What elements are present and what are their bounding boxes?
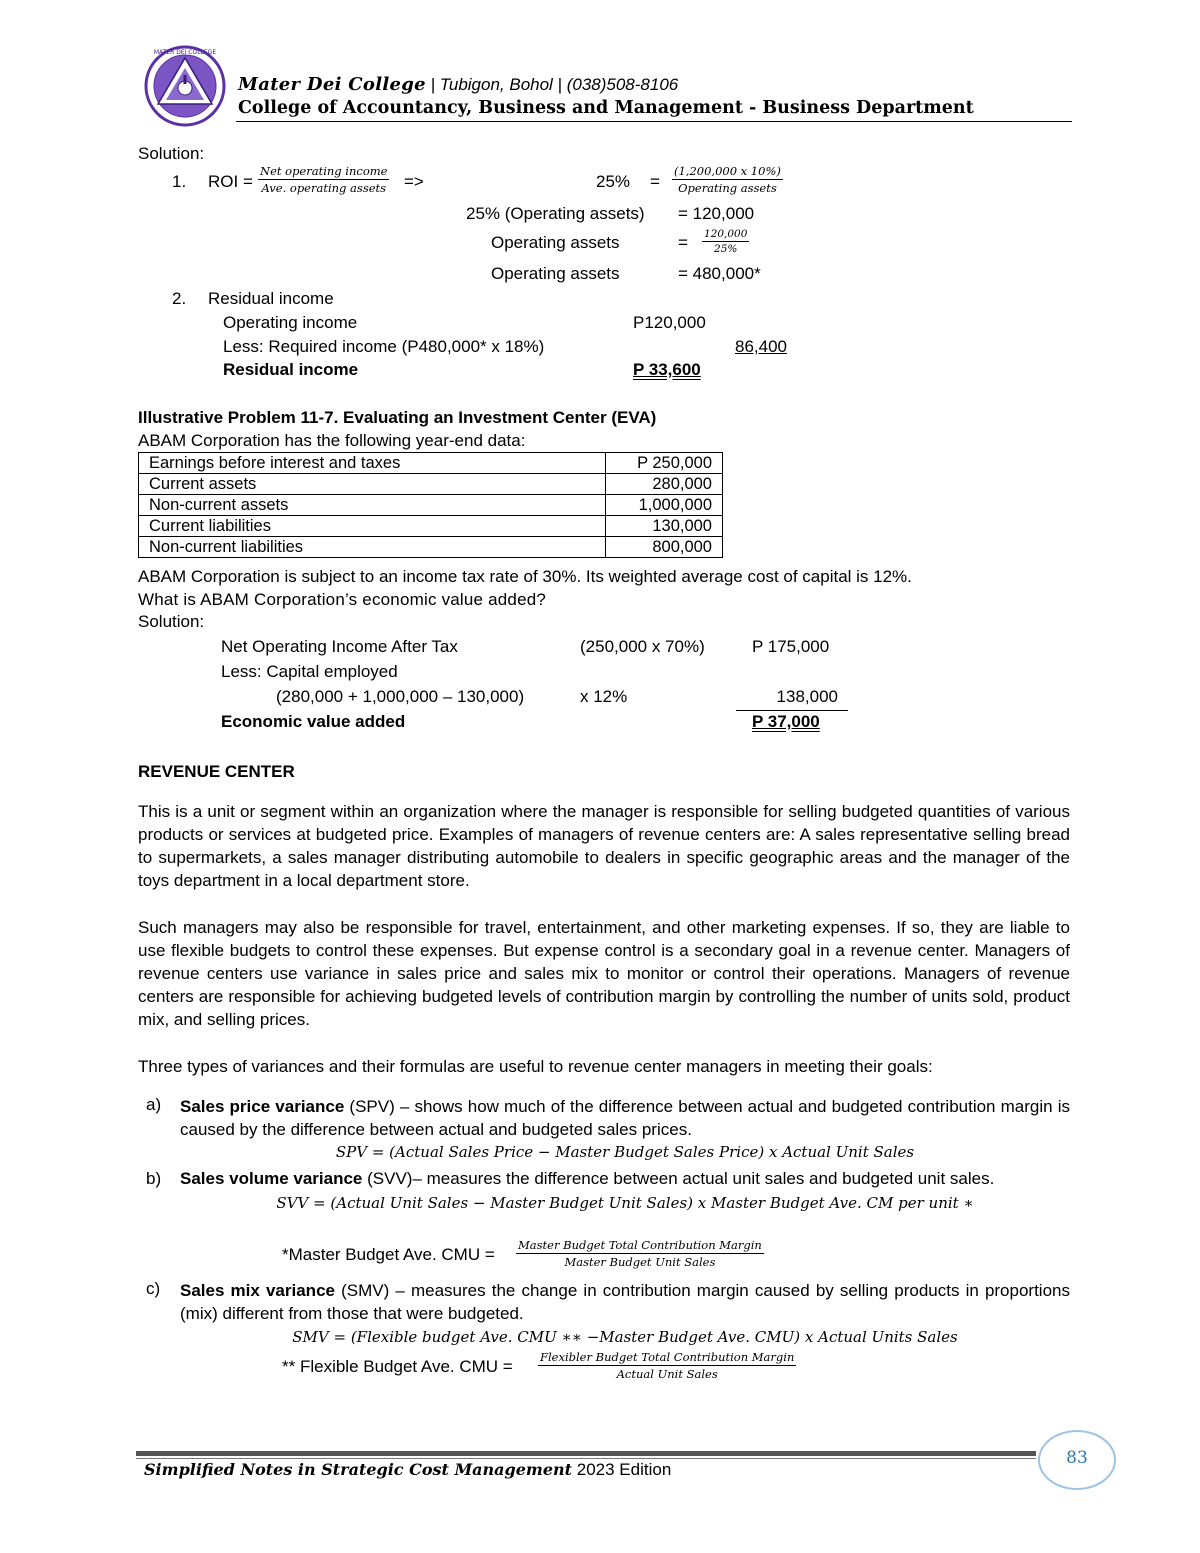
item-c-body: (SMV) – measures the change in contribution margin caused by selling products in proportions (mix) different from those that were budgeted.	[180, 1281, 1070, 1323]
table-row	[139, 516, 723, 537]
footer-edition: 2023 Edition	[572, 1460, 672, 1479]
item-b-body: (SVV)– measures the difference between actual unit sales and budgeted unit sales.	[362, 1169, 995, 1188]
problem-intro: ABAM Corporation has the following year-end data:	[138, 431, 526, 450]
roi-fraction	[258, 164, 389, 195]
problem-title: Illustrative Problem 11-7. Evaluating an Investment Center (EVA)	[138, 408, 657, 427]
header-line-1	[238, 74, 678, 95]
item-b-text	[180, 1169, 994, 1189]
department-title: College of Accountancy, Business and Management - Business Department	[238, 98, 974, 118]
line3-left: Operating assets	[491, 233, 620, 252]
solution2-label: Solution:	[138, 612, 205, 631]
footer-rule	[136, 1451, 1036, 1456]
item-c-text	[180, 1279, 1070, 1325]
question: What is ABAM Corporation’s economic value added?	[138, 590, 547, 609]
year-end-data-table	[138, 452, 723, 558]
revenue-heading: REVENUE CENTER	[138, 762, 295, 781]
item-1-number: 1.	[172, 172, 187, 191]
roi-arrow: =>	[404, 172, 424, 191]
rhs-denominator: Operating assets	[678, 181, 777, 195]
page-number: 83	[1066, 1448, 1088, 1468]
noiat-value: P 175,000	[752, 637, 830, 656]
tax-text: ABAM Corporation is subject to an income tax rate of 30%. Its weighted average cost of capital is 12%.	[138, 567, 912, 586]
op-income-value: P120,000	[633, 313, 706, 332]
svv-note-denominator: Master Budget Unit Sales	[564, 1255, 716, 1269]
svv-formula: SVV = (Actual Unit Sales − Master Budget Unit Sales) x Master Budget Ave. CM per unit ∗	[276, 1194, 974, 1212]
eva-label: Economic value added	[221, 712, 406, 731]
revenue-para-1: This is a unit or segment within an organization where the manager is responsible for selling budgeted quantities of various products or services at budgeted price. Examples of managers of revenue centers are: A sales representative selling bread to supermarkets, a sales manager distributing automobile to dealers in specific geographic areas and the manager of the toys department in a local department store.	[138, 802, 1070, 890]
line4-left: Operating assets	[491, 264, 620, 283]
smv-note-numerator: Flexibler Budget Total Contribution Margin	[540, 1350, 795, 1364]
line3-denominator: 25%	[714, 243, 738, 255]
table-cell-label: Non-current assets	[139, 495, 606, 516]
revenue-para-3: Three types of variances and their formulas are useful to revenue center managers in meeting their goals:	[138, 1057, 933, 1076]
capital-calc: (280,000 + 1,000,000 – 130,000)	[276, 687, 525, 706]
line4-right: = 480,000*	[678, 264, 761, 283]
table-cell-label: Current liabilities	[139, 516, 606, 537]
table-cell-label: Earnings before interest and taxes	[139, 453, 606, 474]
capital-rate: x 12%	[580, 687, 628, 706]
line3-eq: =	[678, 233, 688, 252]
capital-value: 138,000	[776, 687, 838, 706]
footer-rule-thin	[136, 1458, 1036, 1459]
smv-note-fraction	[538, 1350, 796, 1381]
item-c-marker: c)	[146, 1279, 161, 1298]
roi-pct: 25%	[596, 172, 631, 191]
required-income-label: Less: Required income (P480,000* x 18%)	[223, 337, 545, 356]
capital-label: Less: Capital employed	[221, 662, 398, 681]
roi-numerator: Net operating income	[260, 164, 388, 178]
solution-label: Solution:	[138, 144, 205, 163]
roi-eq: =	[650, 172, 660, 191]
smv-formula: SMV = (Flexible budget Ave. CMU ∗∗ −Master Budget Ave. CMU) x Actual Units Sales	[292, 1328, 958, 1346]
college-address: | Tubigon, Bohol | (038)508-8106	[425, 75, 679, 94]
college-name: Mater Dei College	[238, 74, 426, 95]
smv-note-label: ** Flexible Budget Ave. CMU =	[282, 1357, 513, 1376]
eva-value: P 37,000	[752, 712, 820, 731]
item-b-bold: Sales volume variance	[180, 1169, 363, 1188]
header-rule	[236, 121, 1072, 122]
residual-income-value: P 33,600	[633, 360, 701, 379]
logo-text: MATER DEI COLLEGE	[153, 49, 217, 56]
line2-right: = 120,000	[678, 204, 755, 223]
item-c-bold: Sales mix variance	[180, 1281, 335, 1300]
table-row	[139, 453, 723, 474]
roi-denominator: Ave. operating assets	[261, 181, 387, 195]
svv-note-numerator: Master Budget Total Contribution Margin	[518, 1238, 762, 1252]
table-cell-label: Non-current liabilities	[139, 537, 606, 558]
roi-label: ROI =	[208, 172, 253, 191]
college-logo	[144, 44, 226, 128]
line3-fraction	[702, 228, 749, 255]
table-cell-value: 1,000,000	[606, 495, 723, 516]
item-a-marker: a)	[146, 1095, 162, 1114]
item-a-body: (SPV) – shows how much of the difference between actual and budgeted contribution margin is caused by the difference between actual and budgeted sales prices.	[180, 1097, 1070, 1139]
line3-numerator: 120,000	[704, 228, 748, 240]
rhs-numerator: (1,200,000 x 10%)	[674, 164, 781, 178]
item-b-marker: b)	[146, 1169, 162, 1188]
table-row	[139, 474, 723, 495]
svv-note-label: *Master Budget Ave. CMU =	[282, 1245, 495, 1264]
noiat-calc: (250,000 x 70%)	[580, 637, 705, 656]
residual-income-label: Residual income	[223, 360, 359, 379]
item-a-bold: Sales price variance	[180, 1097, 345, 1116]
table-cell-label: Current assets	[139, 474, 606, 495]
footer-text	[144, 1460, 671, 1480]
rhs-fraction	[672, 164, 783, 195]
table-cell-value: 130,000	[606, 516, 723, 537]
footer-title: Simplified Notes in Strategic Cost Management	[144, 1460, 573, 1479]
item-2-label: Residual income	[208, 289, 334, 308]
table-cell-value: 800,000	[606, 537, 723, 558]
table-cell-value: 280,000	[606, 474, 723, 495]
page-number-badge	[1038, 1430, 1116, 1490]
eva-rule	[736, 710, 848, 711]
revenue-para-2: Such managers may also be responsible for travel, entertainment, and other marketing expenses. If so, they are liable to use flexible budgets to control these expenses. But expense control is a secondary goal in a revenue center. Managers of revenue centers use variance in sales price and sales mix to monitor or control their operations. Managers of revenue centers are responsible for achieving budgeted levels of contribution margin by controlling the number of units sold, product mix, and selling prices.	[138, 918, 1070, 1029]
table-row	[139, 495, 723, 516]
svv-note-fraction	[516, 1238, 764, 1269]
table-cell-value: P 250,000	[606, 453, 723, 474]
smv-note-denominator: Actual Unit Sales	[616, 1367, 718, 1381]
line2-left: 25% (Operating assets)	[466, 204, 645, 223]
op-income-label: Operating income	[223, 313, 358, 332]
spv-formula: SPV = (Actual Sales Price − Master Budget Sales Price) x Actual Unit Sales	[335, 1143, 915, 1161]
required-income-value: 86,400	[735, 337, 787, 356]
item-2-number: 2.	[172, 289, 187, 308]
item-a-text	[180, 1095, 1070, 1141]
noiat-label: Net Operating Income After Tax	[221, 637, 458, 656]
table-row	[139, 537, 723, 558]
